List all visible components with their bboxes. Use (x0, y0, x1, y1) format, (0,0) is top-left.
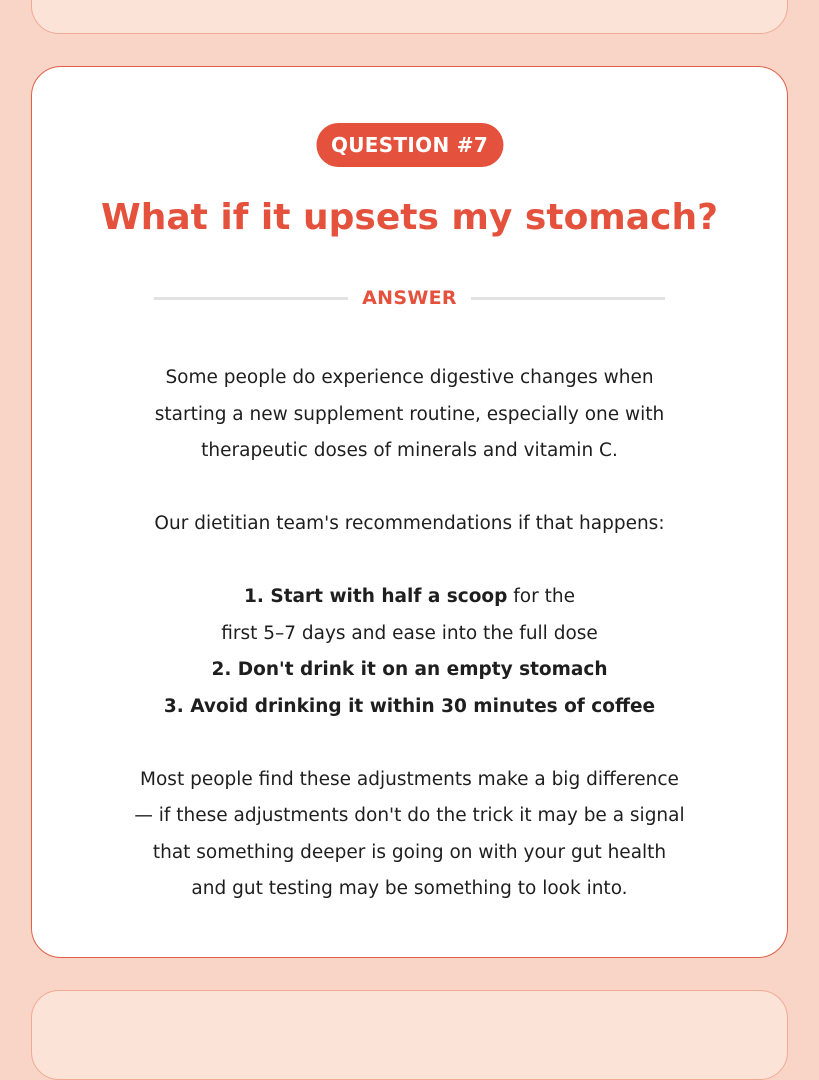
previous-card (31, 0, 788, 34)
closing-line-3: that something deeper is going on with your gut health (152, 841, 667, 863)
question-badge: QUESTION #7 (316, 123, 503, 167)
answer-divider (154, 287, 665, 309)
next-card (31, 990, 788, 1080)
step-1-rest: for the (507, 586, 575, 607)
divider-line-left (154, 297, 348, 300)
closing-line-4: and gut testing may be something to look into. (191, 878, 628, 899)
step-1-bold: 1. Start with half a scoop (244, 586, 508, 607)
step-3 (62, 689, 757, 726)
step-1-line-2: first 5–7 days and ease into the full dose (221, 622, 598, 644)
closing-line-1: Most people find these adjustments make a big difference (140, 768, 679, 790)
question-title: What if it upsets my stomach? (101, 197, 718, 238)
answer-body (62, 360, 757, 908)
closing-line-2: — if these adjustments don't do the trick it may be a signal (134, 805, 685, 826)
recommendations-intro: Our dietitian team's recommendations if that happens: (154, 513, 665, 534)
step-3-bold: 3. Avoid drinking it within 30 minutes of coffee (163, 695, 656, 717)
divider-line-right (471, 297, 665, 300)
answer-label: ANSWER (362, 287, 457, 309)
intro-line-3: therapeutic doses of minerals and vitamin C. (201, 440, 618, 461)
intro-line-1: Some people do experience digestive changes when (165, 367, 654, 388)
intro-line-2: starting a new supplement routine, especially one with (154, 403, 665, 425)
step-2 (62, 652, 757, 689)
faq-card (31, 66, 788, 958)
step-2-bold: 2. Don't drink it on an empty stomach (211, 659, 608, 680)
step-1 (62, 579, 757, 616)
